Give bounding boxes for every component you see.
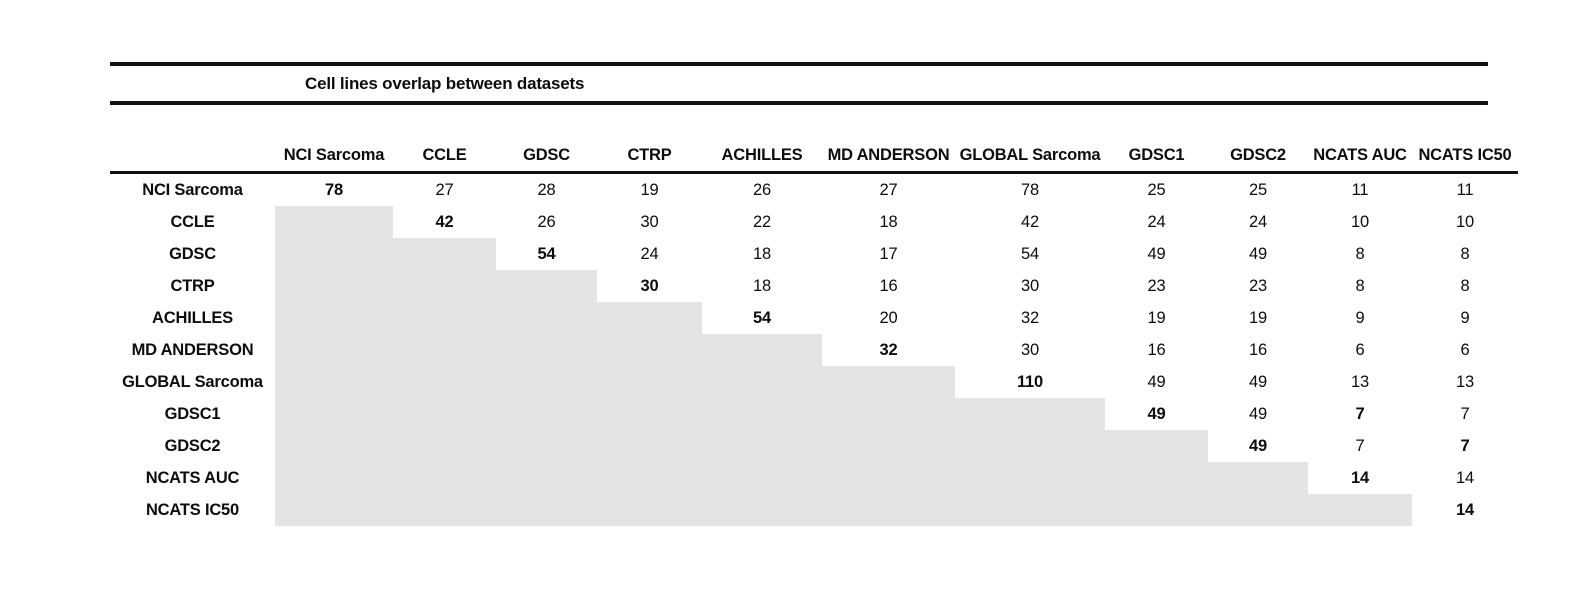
table-header (110, 133, 1518, 173)
matrix-cell: 42 (1021, 212, 1039, 231)
matrix-cell: 54 (1021, 244, 1039, 263)
row-header: NCI Sarcoma (142, 180, 243, 199)
matrix-cell: 7 (1460, 404, 1470, 423)
table-caption-rule (110, 101, 1488, 105)
matrix-cell: 8 (1355, 276, 1365, 295)
table-row (110, 494, 1518, 526)
matrix-cell: 20 (879, 308, 898, 327)
matrix-cell: 14 (1351, 468, 1369, 487)
matrix-cell (1208, 462, 1308, 494)
matrix-cell (496, 494, 597, 526)
matrix-cell: 18 (753, 276, 771, 295)
matrix-cell (393, 398, 496, 430)
matrix-cell (275, 270, 393, 302)
matrix-cell: 16 (1147, 340, 1166, 359)
matrix-cell: 49 (1249, 244, 1267, 263)
matrix-cell (275, 302, 393, 334)
matrix-cell: 49 (1147, 404, 1166, 423)
matrix-cell: 6 (1355, 340, 1365, 359)
table-row (110, 366, 1518, 398)
matrix-cell (275, 366, 393, 398)
matrix-cell: 18 (753, 244, 771, 263)
matrix-cell: 14 (1456, 468, 1474, 487)
matrix-cell (496, 430, 597, 462)
matrix-cell (393, 494, 496, 526)
matrix-cell (496, 334, 597, 366)
column-header-ccle: CCLE (422, 146, 467, 165)
matrix-cell: 49 (1249, 436, 1267, 455)
matrix-cell: 11 (1351, 180, 1369, 199)
table-body (110, 173, 1518, 527)
matrix-cell (822, 366, 955, 398)
matrix-cell: 26 (753, 180, 771, 199)
matrix-cell: 9 (1355, 308, 1365, 327)
matrix-cell: 30 (640, 212, 659, 231)
matrix-cell (496, 462, 597, 494)
matrix-cell: 24 (640, 244, 659, 263)
row-header: GDSC2 (164, 436, 221, 455)
table-row (110, 270, 1518, 302)
column-header-gdsc1: GDSC1 (1128, 146, 1185, 165)
matrix-cell (955, 494, 1105, 526)
matrix-cell: 49 (1249, 372, 1267, 391)
matrix-cell: 24 (1147, 212, 1166, 231)
matrix-cell (393, 238, 496, 270)
matrix-cell: 7 (1355, 436, 1365, 455)
matrix-cell: 6 (1460, 340, 1470, 359)
matrix-cell: 7 (1355, 404, 1365, 423)
header-row (110, 133, 1518, 173)
matrix-cell: 18 (879, 212, 898, 231)
matrix-cell: 30 (640, 276, 659, 295)
matrix-cell (275, 494, 393, 526)
matrix-cell: 27 (435, 180, 454, 199)
matrix-cell (275, 206, 393, 238)
matrix-cell (597, 398, 702, 430)
matrix-cell (393, 462, 496, 494)
matrix-cell: 28 (537, 180, 556, 199)
matrix-cell (597, 366, 702, 398)
row-header: GDSC1 (164, 404, 221, 423)
table-row (110, 173, 1518, 207)
matrix-cell (597, 462, 702, 494)
matrix-cell: 32 (879, 340, 898, 359)
header-corner (110, 133, 275, 173)
matrix-cell (275, 238, 393, 270)
matrix-cell (597, 334, 702, 366)
column-header-gdsc2: GDSC2 (1230, 146, 1286, 165)
matrix-cell (275, 462, 393, 494)
column-header-ncats-auc: NCATS AUC (1313, 146, 1407, 165)
matrix-cell (496, 302, 597, 334)
matrix-cell (702, 366, 822, 398)
matrix-cell: 78 (325, 180, 343, 199)
matrix-cell (955, 462, 1105, 494)
matrix-cell: 54 (537, 244, 556, 263)
matrix-cell: 7 (1460, 436, 1470, 455)
row-header: NCATS AUC (145, 468, 240, 487)
matrix-cell (702, 398, 822, 430)
matrix-cell: 49 (1147, 244, 1166, 263)
matrix-cell (1308, 494, 1412, 526)
matrix-cell: 49 (1249, 404, 1267, 423)
matrix-cell: 42 (435, 212, 454, 231)
matrix-cell (275, 398, 393, 430)
table-caption: Cell lines overlap between datasets (305, 74, 585, 93)
matrix-cell (275, 430, 393, 462)
table-row (110, 334, 1518, 366)
matrix-cell (496, 270, 597, 302)
table-row (110, 238, 1518, 270)
matrix-cell (822, 462, 955, 494)
matrix-cell (496, 366, 597, 398)
matrix-cell: 8 (1460, 276, 1470, 295)
row-header: GDSC (169, 244, 216, 263)
matrix-cell: 23 (1249, 276, 1267, 295)
matrix-cell (1208, 494, 1308, 526)
matrix-cell: 19 (640, 180, 659, 199)
matrix-cell (822, 430, 955, 462)
matrix-cell (822, 398, 955, 430)
table-row (110, 462, 1518, 494)
matrix-cell: 24 (1249, 212, 1267, 231)
cell-line-overlap-table (110, 133, 1518, 526)
matrix-cell: 78 (1021, 180, 1039, 199)
matrix-cell: 49 (1147, 372, 1166, 391)
matrix-cell: 30 (1021, 340, 1039, 359)
matrix-cell: 22 (753, 212, 771, 231)
matrix-cell: 17 (879, 244, 898, 263)
matrix-cell: 19 (1147, 308, 1166, 327)
row-header: NCATS IC50 (145, 500, 240, 519)
matrix-cell (597, 302, 702, 334)
matrix-cell (702, 462, 822, 494)
matrix-cell: 10 (1351, 212, 1369, 231)
column-header-ncats-ic50: NCATS IC50 (1418, 146, 1512, 165)
matrix-cell: 110 (1016, 372, 1044, 391)
matrix-cell: 19 (1249, 308, 1267, 327)
table-row (110, 430, 1518, 462)
matrix-cell (702, 430, 822, 462)
matrix-cell: 13 (1351, 372, 1369, 391)
matrix-cell (955, 430, 1105, 462)
matrix-cell: 26 (537, 212, 556, 231)
column-header-global-sarcoma: GLOBAL Sarcoma (959, 146, 1101, 165)
matrix-cell (1105, 462, 1208, 494)
matrix-cell: 10 (1456, 212, 1474, 231)
matrix-cell: 25 (1147, 180, 1166, 199)
matrix-cell: 32 (1021, 308, 1039, 327)
matrix-cell: 27 (879, 180, 898, 199)
matrix-cell: 25 (1249, 180, 1267, 199)
matrix-cell (393, 334, 496, 366)
matrix-cell (393, 430, 496, 462)
matrix-cell (1105, 430, 1208, 462)
matrix-cell (275, 334, 393, 366)
matrix-cell: 16 (879, 276, 898, 295)
column-header-gdsc: GDSC (523, 146, 570, 165)
matrix-cell (597, 430, 702, 462)
column-header-md-anderson: MD ANDERSON (827, 146, 950, 165)
matrix-cell (1105, 494, 1208, 526)
matrix-cell (393, 366, 496, 398)
row-header: ACHILLES (152, 308, 233, 327)
column-header-achilles: ACHILLES (721, 146, 803, 165)
matrix-cell: 8 (1460, 244, 1470, 263)
table-row (110, 302, 1518, 334)
matrix-cell (393, 302, 496, 334)
matrix-cell (496, 398, 597, 430)
matrix-cell (702, 494, 822, 526)
table-row (110, 398, 1518, 430)
matrix-cell (702, 334, 822, 366)
matrix-cell: 16 (1249, 340, 1267, 359)
matrix-cell: 14 (1456, 500, 1474, 519)
matrix-cell: 13 (1456, 372, 1474, 391)
row-header: CCLE (170, 212, 215, 231)
matrix-cell: 23 (1147, 276, 1166, 295)
matrix-cell: 8 (1355, 244, 1365, 263)
row-header: MD ANDERSON (131, 340, 254, 359)
matrix-cell: 30 (1021, 276, 1039, 295)
matrix-cell: 9 (1460, 308, 1470, 327)
matrix-cell (597, 494, 702, 526)
matrix-cell (822, 494, 955, 526)
matrix-cell (393, 270, 496, 302)
column-header-ctrp: CTRP (627, 146, 672, 165)
row-header: GLOBAL Sarcoma (122, 372, 263, 391)
column-header-nci-sarcoma: NCI Sarcoma (283, 146, 385, 165)
matrix-cell: 54 (753, 308, 771, 327)
overlap-table-block (110, 62, 1512, 526)
table-row (110, 206, 1518, 238)
matrix-cell: 11 (1456, 180, 1474, 199)
row-header: CTRP (170, 276, 215, 295)
matrix-cell (955, 398, 1105, 430)
